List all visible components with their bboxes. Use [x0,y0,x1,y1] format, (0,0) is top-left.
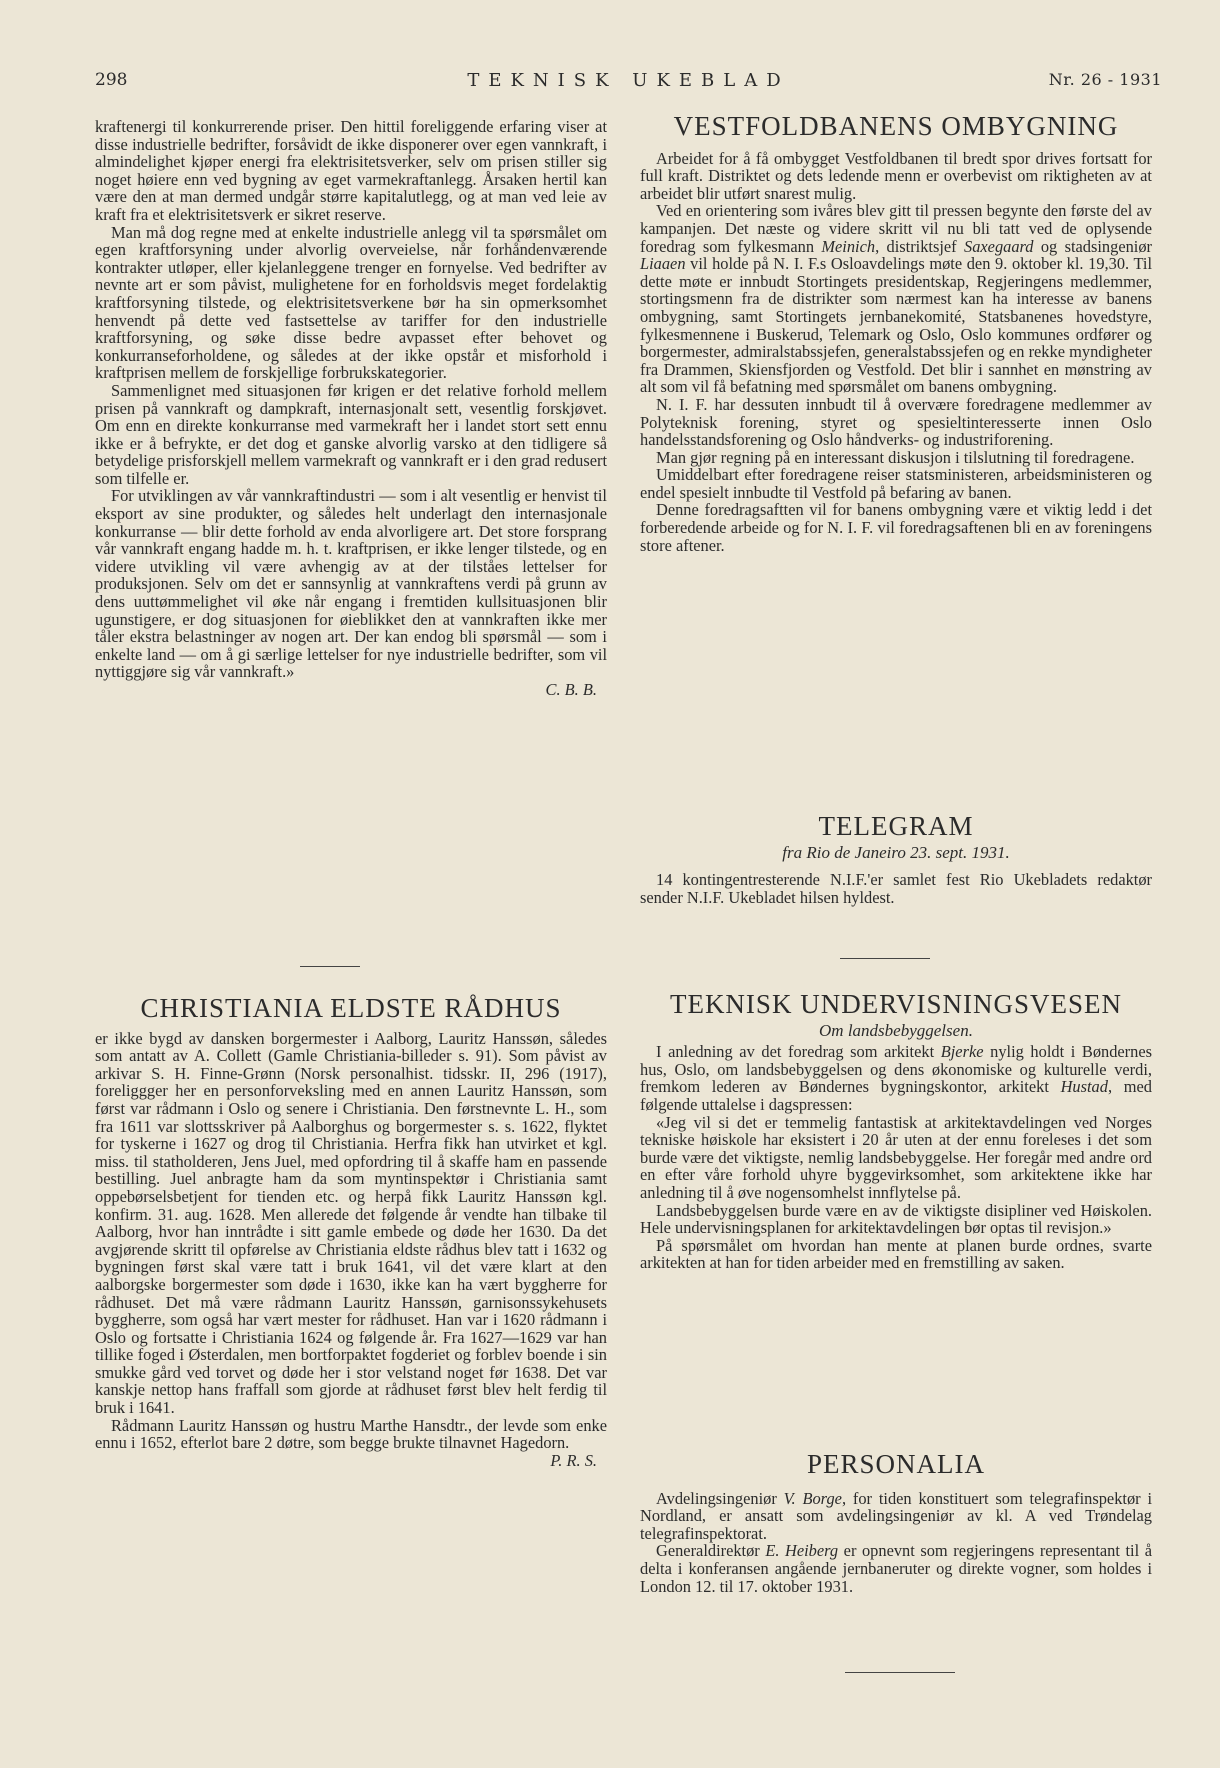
person-name: V. Borge [783,1488,842,1508]
article-personalia [640,1449,1153,1596]
article-title: TEKNISK UNDERVISNINGSVESEN [669,989,1123,1019]
article-vestfold [640,111,1152,555]
text: , for tiden konstituert som telegrafinspektør i Nordland, er ansatt som avdelingsingeniør av kl. A ved Trøndelag telegrafinspektorat. [640,1488,1153,1543]
text: vil holde på N. I. F.s Osloavdelings møte den 9. oktober kl. 19,30. Til dette møte er innbudt Stortingets presidentskap, Regjeringens medlemmer, stortingsmenn fra de distrikter som nærmest kan ha interesse av banens ombygning, samt Stortingets jernbanekomité, Statsbanenes hovedstyre, fylkesmennene i Buskerud, Telemark og Oslo, Oslo kommunes ordfører og borgermester, admiralstabssjefen, generalstabssjefen og en rekke myndigheter fra Drammen, Skiensfjorden og Vestfold. Det blir i sannhet en mønstring av alt som vil få befatning med spørsmålet om banens ombygning. [640,254,1152,397]
issue-number: Nr. 26 - 1931 [1048,70,1162,89]
paragraph: 14 kontingentresterende N.I.F.'er samlet fest Rio Ukebladets redaktør sender N.I.F. Ukebladet hilsen hyldest. [640,870,1152,907]
text: Avdelingsingeniør [656,1488,784,1508]
divider [845,1672,955,1673]
article-subtitle: Om landsbebyggelsen. [819,1020,973,1040]
paragraph [640,1043,1152,1113]
page-header [95,70,1162,94]
text: nylig holdt i Bøndernes hus, Oslo, om landsbebyggelsen og dens økonomiske og kulturelle verdi, fremkom lederen av Bøndernes bygningskontor, arkitekt [640,1042,1152,1097]
text: , distriktsjef [875,236,964,256]
paragraph: Man må dog regne med at enkelte industrielle anlegg vil ta spørsmålet om egen kraftforsyning under alvorlig overveielse, når forhåndenværende kontrakter utløper, eller kjelanleggene trenger en fornyelse. Ved bedrifter av nevnte art er som påvist, mulighetene for en forholdsvis meget fordelaktig kraftforsyning tilstede, og elektrisitetsverkene bør ha sin opmerksomhet henvendt på dette ved fastsettelse av tariffer for den industrielle kraftforsyning, og søke disse bedre avpasset efter behovet og konkurranseforholdene, og således at der ikke opstår et misforhold i kraftprisen mellem de forskjellige forbrukskategorier. [95,222,607,383]
article-subtitle: fra Rio de Janeiro 23. sept. 1931. [782,842,1010,862]
paragraph: Arbeidet for å få ombygget Vestfoldbanen til bredt spor drives fortsatt for full kraft. Distriktet og dets ledende menn er overbevist om riktigheten av at arbeidet blir utført snarest mulig. [640,148,1152,203]
article-christiania [95,993,607,1470]
paragraph: er ikke bygd av dansken borgermester i Aalborg, Lauritz Hanssøn, således som antatt av A. Collett (Gamle Christiania-billeder s. 91). Som påvist av arkivar S. H. Finne-Grønn (Norsk personalhist. tidsskr. II, 296 (1917), foreliggger her en personforveksling med en annen Lauritz Hanssøn, som først var rådmann i Oslo og senere i Christiania. Den førstnevnte L. H., som fra 1611 var slottsskriver på Aalborghus og borgermester s. s. 1622, flyktet for tyskerne i 1627 og drog til Christiania. Herfra fikk han utvirket et kgl. miss. til statholderen, Jens Juel, med opfordring til å skaffe ham en passende bestilling. Juel anbragte ham da som myntinspektør i Christiania samt oppebørselsbetjent for tienden etc. og herpå fikk Lauritz Hanssøn kgl. konfirm. 31. aug. 1628. Men allerede det følgende år vendte han tilbake til Aalborg, hvor han inntrådte i sitt gamle embede og døde her 1630. Da det avgjørende skritt til opførelse av Christiania eldste rådhus blev tatt i 1632 og bygningen først skal være tatt i bruk 1641, vil det være klart at den aalborgske borgermester som døde i 1630, ikke kan ha vært byggherre for rådhuset. Det må være rådmann Lauritz Hanssøn, garnisonssykehusets byggherre, som også har vært mester for rådhuset. Han var i 1620 rådmann i Oslo og fortsatte i Christiania 1624 og følgende år. Fra 1627—1629 var han tillike foged i Østerdalen, men bortforpaktet fogderiet og forblev boende i sin smukke gård ved torvet og døde her i stor velstand noget før 1638. Det var kanskje nettop hans fraffall som gjorde at rådhuset først blev helt ferdig til bruk i 1641. [95,1028,607,1418]
person-name: Hustad [1060,1077,1108,1097]
person-name: Bjerke [940,1042,984,1062]
divider [300,966,360,967]
paragraph: Denne foredragsaftten vil for banens ombygning være et viktig ledd i det forberedende arbeide og for N. I. F. vil foredragsaftenen bli en av foreningens store aftener. [640,500,1152,555]
article-title: VESTFOLDBANENS OMBYGNING [673,111,1119,141]
paragraph: Sammenlignet med situasjonen før krigen er det relative forhold mellem prisen på vannkraft og dampkraft, internasjonalt sett, vesentlig forskjøvet. Om enn en direkte konkurranse med varmekraft her i landet stort sett ennu ikke er å befrykte, er det dog et ganske alvorlig varsko at den tidligere så betydelige prisforskjell mellem varmekraft og vannkraft er i den grad redusert som tilfelle er. [95,380,607,488]
paragraph: For utviklingen av vår vannkraftindustri — som i alt vesentlig er henvist til eksport av sine produkter, og således helt underlagt den internasjonale konkurranse — blir dette forhold av enda alvorligere art. Det store forsprang vår vannkraft engang hadde m. h. t. kraftprisen, er ikke lenger tilstede, og en videre utvikling vil være avhengig av at der tilståes lettelser for produksjonen. Selv om det er sannsynlig at vannkraftens verdi på grunn av dens uuttømmelighet vil øke når engang i fremtiden kullsituasjonen blir ugunstigere, er dog situasjonen for øieblikket den at vannkraften ikke mer tåler ekstra belastninger av nogen art. Der kan endog bli spørsmål — som i enkelte land — om å gi særlige lettelser for nye industrielle bedrifter, som vil nyttiggjøre sig vår vannkraft.» [95,486,607,682]
paragraph [640,202,1152,396]
article-teknisk [640,989,1152,1273]
text: og stadsingeniør [1033,236,1152,256]
paragraph: kraftenergi til konkurrerende priser. Den hittil foreliggende erfaring viser at disse industrielle bedrifter, forsåvidt de ikke disponerer over egen vannkraft, i almindelighet kjøper energi fra elektrisitetsverker, selv om prisen stiller sig noget høiere enn ved bygning av eget varmekraftanlegg. Årsaken hertil kan være den at man dermed undgår større kapitalutlegg, og at man ved leie av kraft fra et elektrisitetsverk er sikret reserve. [95,117,607,224]
paragraph: N. I. F. har dessuten innbudt til å overvære foredragene medlemmer av Polyteknisk forening, styret og spesieltinteresserte innen Oslo handelsstandsforening og Oslo håndverks- og industriforening. [640,394,1152,450]
masthead: TEKNISK UKEBLAD [467,70,790,91]
person-name: E. Heiberg [765,1541,839,1561]
article-title: TELEGRAM [818,811,974,841]
person-name: Meinich [821,236,876,256]
paragraph: «Jeg vil si det er temmelig fantastisk at arkitektavdelingen ved Norges tekniske høiskole har eksistert i 20 år uten at der ennu foreleses i det som burde være det viktigste, nemlig landsbebyggelse. Her foregår med andre ord en efter våre forhold uhyre byggevirksomhet, som arkitektene ikke har anledning til å øve nogensomhelst innflytelse på. [640,1112,1152,1202]
paragraph: Man gjør regning på en interessant diskusjon i tilslutning til foredragene. [656,447,1135,467]
person-name: Liaaen [640,254,686,274]
paragraph [640,1542,1152,1595]
text: Ved en orientering som ivåres blev gitt til pressen begynte den første del av kampanjen. Det næste og videre skritt vil nu bli tatt ved de oplysende foredrag som fylkesmann [640,201,1152,256]
paragraph: Landsbebyggelsen burde være en av de viktigste disipliner ved Høiskolen. Hele undervisningsplanen for arkitektavdelingen bør optas til revisjon.» [640,1200,1152,1238]
article-continuation [95,118,607,699]
text: , med følgende uttalelse i dagspressen: [640,1077,1152,1114]
paragraph [640,1490,1152,1543]
person-name: Saxegaard [964,236,1034,256]
signature: P. R. S. [550,1450,597,1470]
article-telegram [640,811,1152,907]
paragraph [95,1415,607,1470]
text: Generaldirektør [656,1541,766,1561]
text: er opnevnt som regjeringens representant til å delta i konferansen angående jernbaneruter og direkte vogner, som holdes i London 12. til 17. oktober 1931. [640,1541,1152,1596]
divider [840,958,930,959]
article-title: CHRISTIANIA ELDSTE RÅDHUS [140,993,562,1023]
page-number: 298 [95,70,128,90]
text: I anledning av det foredrag som arkitekt [656,1042,941,1062]
paragraph-text: Rådmann Lauritz Hanssøn og hustru Marthe Hansdtr., der levde som enke ennu i 1652, efterlot bare 2 døtre, som begge brukte tilnavnet Hagedorn. [95,1415,607,1453]
paragraph: På spørsmålet om hvordan han mente at planen burde ordnes, svarte arkitekten at han for tiden arbeider med en fremstilling av saken. [640,1235,1152,1273]
paragraph: Umiddelbart efter foredragene reiser statsministeren, arbeidsministeren og endel spesielt innbudte til Vestfold på befaring av banen. [640,465,1152,502]
article-title: PERSONALIA [806,1449,985,1479]
signature: C. B. B. [545,681,597,699]
